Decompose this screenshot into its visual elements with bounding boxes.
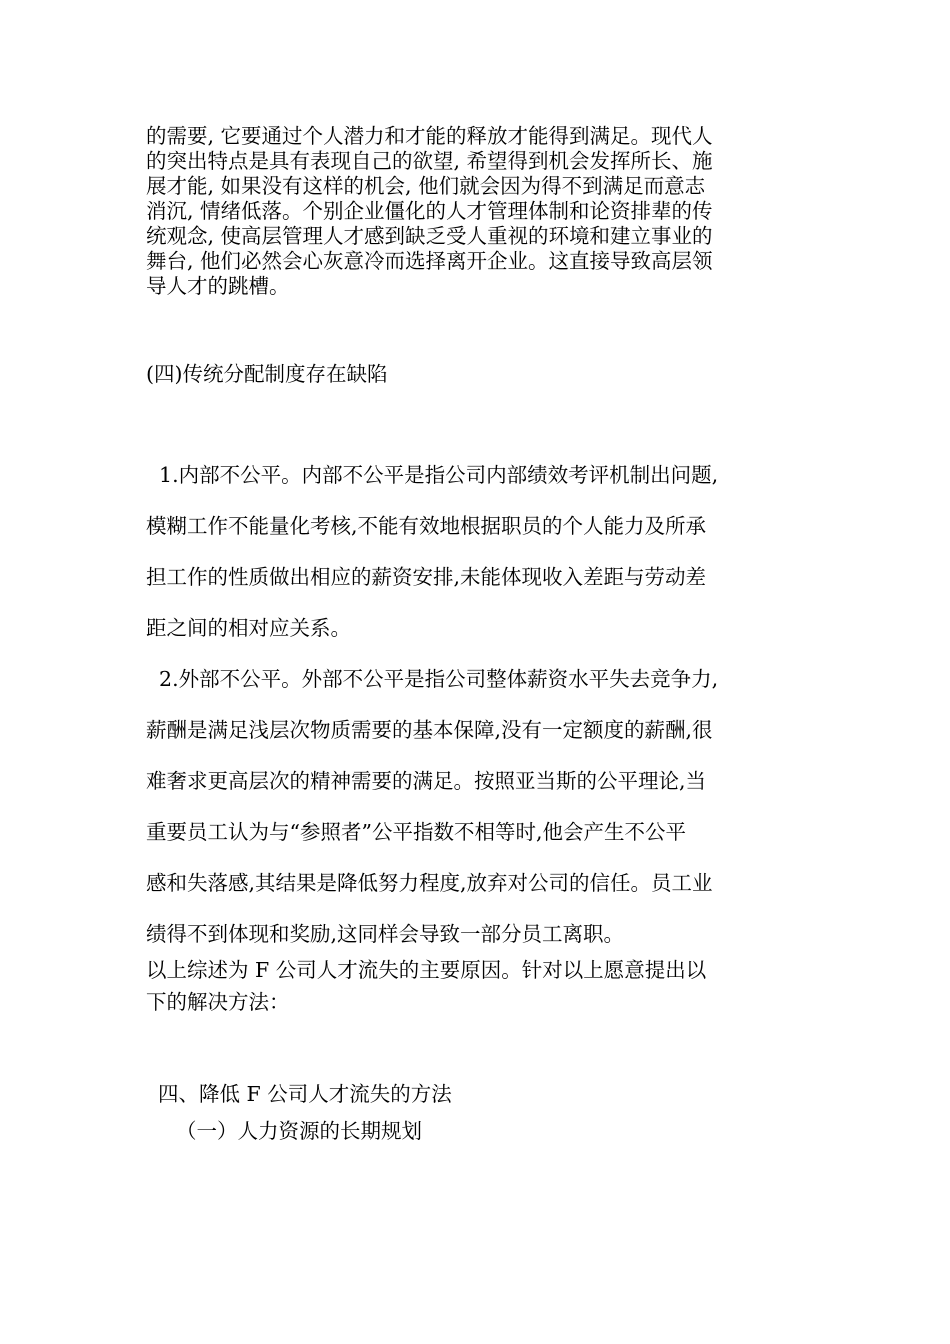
subsection-title: （一）人力资源的长期规划	[176, 1119, 422, 1143]
text-line: 绩得不到体现和奖励,这同样会导致一部分员工离职。	[146, 922, 625, 946]
text-line: 统观念, 使高层管理人才感到缺乏受人重视的环境和建立事业的	[146, 224, 713, 248]
section-title: 四、降低 F 公司人才流失的方法	[158, 1082, 452, 1106]
text-line: 重要员工认为与“参照者”公平指数不相等时,他会产生不公平	[146, 820, 686, 844]
text-line: 模糊工作不能量化考核,不能有效地根据职员的个人能力及所承	[146, 514, 707, 538]
text-line: 以上综述为 F 公司人才流失的主要原因。针对以上愿意提出以	[146, 958, 707, 982]
text-line: 舞台, 他们必然会心灰意冷而选择离开企业。这直接导致高层领	[146, 249, 713, 273]
text-line: 2.外部不公平。外部不公平是指公司整体薪资水平失去竞争力,	[146, 667, 719, 691]
text-line: 感和失落感,其结果是降低努力程度,放弃对公司的信任。员工业	[146, 871, 713, 895]
text-line: 的需要, 它要通过个人潜力和才能的释放才能得到满足。现代人	[146, 124, 713, 148]
paragraph-talent-needs	[146, 124, 816, 299]
text-line: 担工作的性质做出相应的薪资安排,未能体现收入差距与劳动差	[146, 565, 707, 589]
text-line: 导人才的跳槽。	[146, 274, 290, 298]
text-line: 难奢求更高层次的精神需要的满足。按照亚当斯的公平理论,当	[146, 769, 707, 793]
text-line: 距之间的相对应关系。	[146, 616, 351, 640]
text-line: 下的解决方法：	[146, 990, 290, 1014]
paragraph-summary	[146, 954, 826, 1018]
paragraph-unfairness	[146, 450, 826, 960]
text-line: 消沉, 情绪低落。个别企业僵化的人才管理体制和论资排辈的传	[146, 199, 713, 223]
text-line: 展才能, 如果没有这样的机会, 他们就会因为得不到满足而意志	[146, 174, 706, 198]
heading-distribution-defects: (四)传统分配制度存在缺陷	[146, 362, 388, 386]
text-line: 1.内部不公平。内部不公平是指公司内部绩效考评机制出问题,	[146, 463, 719, 487]
text-line: 薪酬是满足浅层次物质需要的基本保障,没有一定额度的薪酬,很	[146, 718, 713, 742]
text-line: 的突出特点是具有表现自己的欲望, 希望得到机会发挥所长、施	[146, 149, 713, 173]
